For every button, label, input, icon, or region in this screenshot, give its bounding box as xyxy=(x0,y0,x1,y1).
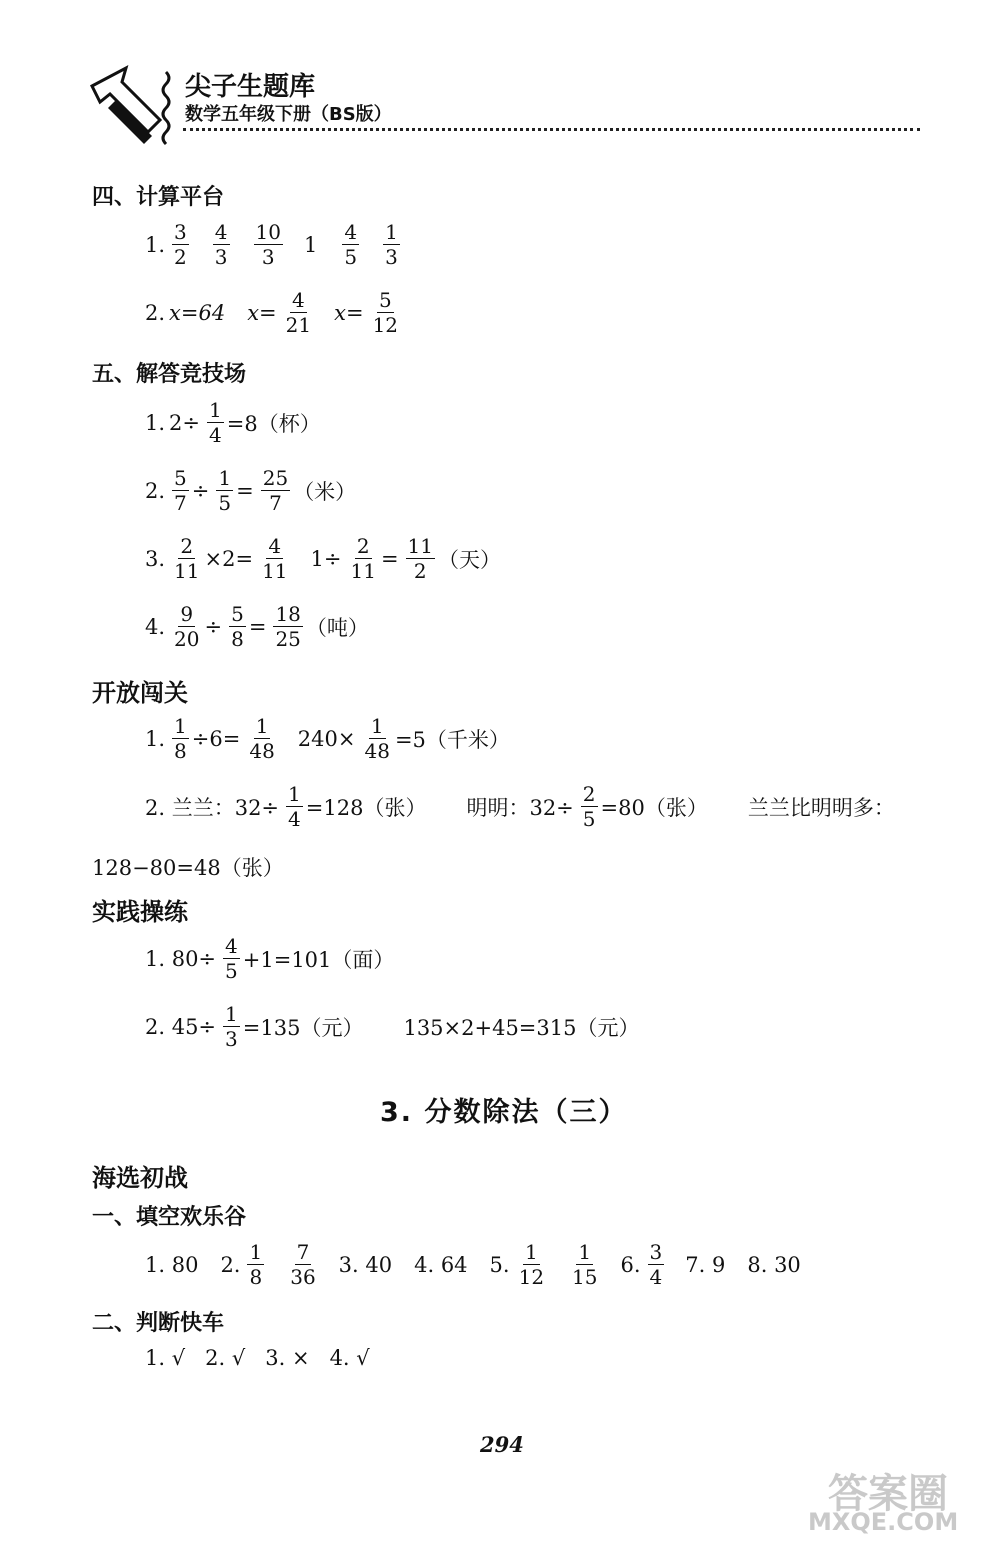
section-title: 四、计算平台 xyxy=(92,185,225,210)
fraction: $\frac{9}{20}$ xyxy=(174,602,200,651)
judge-answers: 1. √ 2. √ 3. × 4. √ xyxy=(145,1346,370,1370)
fraction: $\frac{3}{2}$ xyxy=(174,220,187,269)
fraction: $\frac{2}{11}$ xyxy=(350,534,376,583)
answer-label: 2. xyxy=(145,478,166,503)
answer-line xyxy=(145,400,325,445)
answer-line xyxy=(145,222,403,267)
expression-text: 兰兰比明明多： xyxy=(747,795,895,820)
fraction: $\frac{5}{12}$ xyxy=(372,288,399,337)
answer-value: 4. 64 xyxy=(414,1252,468,1277)
unit-text: （吨） xyxy=(305,615,369,640)
fraction: $\frac{4}{21}$ xyxy=(285,288,312,337)
fraction: $\frac{5}{7}$ xyxy=(174,466,187,515)
expression-text: 2÷ xyxy=(169,410,201,435)
expression-text: ÷ xyxy=(191,478,210,503)
book-brand: 尖子生题库 xyxy=(185,72,316,102)
answer-label: 1. xyxy=(145,410,166,435)
chapter-title: 3. 分数除法（三） xyxy=(380,1097,628,1128)
expression-text: =135（元） xyxy=(242,1015,364,1040)
fraction: $\frac{1}{48}$ xyxy=(249,714,275,763)
answer-label: 1. xyxy=(145,232,166,257)
fraction: $\frac{4}{5}$ xyxy=(225,934,238,983)
expression-text: 2. 兰兰：32÷ xyxy=(145,795,280,820)
book-subtitle: 数学五年级下册（BS版） xyxy=(185,104,392,125)
expression-text: = xyxy=(380,546,399,571)
fraction: $\frac{1}{8}$ xyxy=(249,1240,263,1289)
page-number: 294 xyxy=(480,1432,524,1457)
answer-line xyxy=(145,536,505,581)
fraction: $\frac{1}{3}$ xyxy=(225,1002,238,1051)
expression-text: = xyxy=(236,478,254,503)
fraction: $\frac{1}{8}$ xyxy=(174,714,187,763)
fraction: $\frac{2}{11}$ xyxy=(174,534,200,583)
expression-text: ×2= xyxy=(204,546,254,571)
expression-text: =8（杯） xyxy=(226,411,321,436)
expression-text: ÷ xyxy=(204,614,223,639)
answer-value: x=64 xyxy=(169,300,226,325)
answer-continuation: 128−80=48（张） xyxy=(92,856,284,880)
watermark-url: MXQE.COM xyxy=(808,1508,959,1536)
answer-line xyxy=(145,468,360,513)
section-title: 二、判断快车 xyxy=(92,1311,225,1336)
answer-label: 1. xyxy=(145,726,166,751)
expression-text: = xyxy=(248,614,267,639)
expression-text: 240× xyxy=(297,726,356,751)
expression-text: 1÷ xyxy=(310,546,342,571)
arrow-logo-icon xyxy=(86,62,176,162)
fraction: $\frac{1}{4}$ xyxy=(209,398,222,447)
fraction: $\frac{10}{3}$ xyxy=(255,220,281,269)
answer-label: 2. xyxy=(220,1252,241,1277)
answer-value: x= xyxy=(247,300,277,325)
expression-text: =5（千米） xyxy=(394,727,510,752)
fraction: $\frac{1}{3}$ xyxy=(385,220,398,269)
section-title: 一、填空欢乐谷 xyxy=(92,1205,247,1230)
answer-line xyxy=(145,1004,644,1049)
fraction: $\frac{1}{12}$ xyxy=(518,1240,545,1289)
section-title: 海选初战 xyxy=(92,1164,188,1192)
unit-text: （天） xyxy=(438,547,501,572)
answer-label: 5. xyxy=(489,1252,510,1277)
fraction: $\frac{1}{4}$ xyxy=(288,782,301,831)
expression-text: 1. 80÷ xyxy=(145,946,217,971)
fraction: $\frac{18}{25}$ xyxy=(275,602,301,651)
fraction: $\frac{4}{11}$ xyxy=(262,534,288,583)
section-title: 开放闯关 xyxy=(92,679,188,707)
answer-line xyxy=(145,290,403,335)
expression-text: =80（张） xyxy=(600,795,708,820)
answer-value: x= xyxy=(334,300,364,325)
answer-label: 4. xyxy=(145,614,166,639)
answer-value: 1. 80 xyxy=(145,1252,199,1277)
section-title: 实践操练 xyxy=(92,898,188,926)
answer-value: 3. 40 xyxy=(338,1252,393,1277)
expression-text: 明明：32÷ xyxy=(466,795,574,820)
fraction: $\frac{1}{48}$ xyxy=(364,714,390,763)
answer-value: 7. 9 xyxy=(685,1252,726,1277)
fraction: $\frac{7}{36}$ xyxy=(290,1240,316,1289)
fraction: $\frac{25}{7}$ xyxy=(262,466,289,515)
fraction: $\frac{4}{5}$ xyxy=(344,220,358,269)
fraction: $\frac{2}{5}$ xyxy=(582,782,596,831)
answer-line xyxy=(145,784,899,829)
fraction: $\frac{4}{3}$ xyxy=(214,220,228,269)
answer-label: 2. xyxy=(145,300,166,325)
fraction: $\frac{3}{4}$ xyxy=(649,1240,663,1289)
answer-label: 3. xyxy=(145,546,166,571)
unit-text: （米） xyxy=(293,479,357,504)
expression-text: 2. 45÷ xyxy=(145,1014,217,1039)
fraction: $\frac{1}{5}$ xyxy=(218,466,232,515)
fraction: $\frac{11}{2}$ xyxy=(407,534,433,583)
book-logo xyxy=(86,62,176,162)
expression-text: 135×2+45=315（元） xyxy=(403,1015,640,1040)
fraction: $\frac{1}{15}$ xyxy=(572,1240,598,1289)
watermark-logo: 答案圈 xyxy=(828,1471,948,1517)
expression-text: +1=101（面） xyxy=(242,947,395,972)
expression-text: ÷6= xyxy=(191,726,241,751)
expression-text: =128（张） xyxy=(305,795,427,820)
answer-line xyxy=(145,604,373,649)
header-dotted-rule xyxy=(183,128,920,131)
answer-line xyxy=(145,716,514,761)
fraction: $\frac{5}{8}$ xyxy=(231,602,244,651)
section-title: 五、解答竞技场 xyxy=(92,362,247,387)
answer-label: 6. xyxy=(620,1252,641,1277)
answer-line xyxy=(145,936,398,981)
answer-value: 8. 30 xyxy=(747,1252,801,1277)
answer-line xyxy=(145,1242,805,1287)
answer-value: 1 xyxy=(303,232,318,257)
